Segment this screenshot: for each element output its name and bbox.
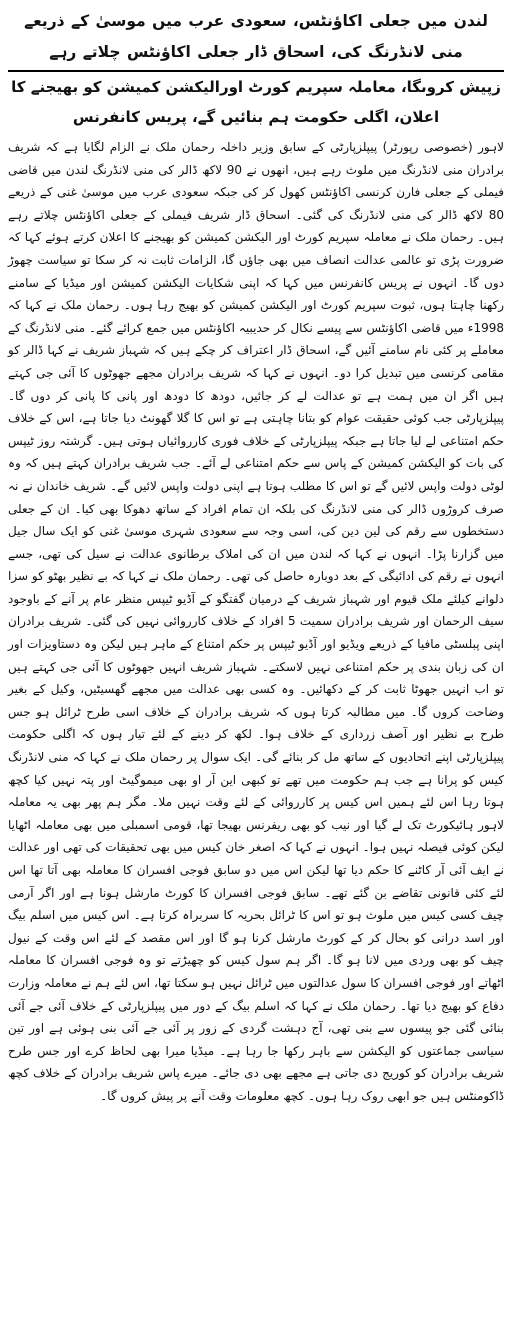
article-body: لاہور (خصوصی رپورٹر) پیپلزپارٹی کے سابق وزیر داخلہ رحمان ملک نے الزام لگایا ہے کہ شریف برادران منی لانڈرنگ میں ملوث رہے ہیں، انھوں نے 90 لاکھ ڈالر کی منی لانڈرنگ لندن میں قاضی فیملی کے جعلی فارن کرنسی اکاؤنٹس کھول کر کی جبکہ سعودی عرب میں موسیٰ غنی کے ذریعے 80 لاکھ ڈالر کی منی لانڈرنگ کی گئی۔ اسحاق ڈار شریف فیملی کے جعلی اکاؤنٹس چلاتے رہے ہیں۔ رحمان ملک نے معاملہ سپریم کورٹ اور الیکشن کمیشن کو بھیجنے کا اعلان کرتے ہوئے کہا کہ ضرورت پڑی تو عالمی عدالت انصاف میں بھی جاؤں گا، الزامات ثابت نہ کر سکا تو سیاست چھوڑ دوں گا۔ انہوں نے پریس کانفرنس میں کہا کہ اپنی شکایات الیکشن کمیشن اور میڈیا کے سامنے رکھنا چاہتا ہوں، ثبوت سپریم کورٹ اور الیکشن کمیشن کو بھیج رہا ہوں۔ رحمان ملک نے کہا کہ 1998ء میں قاضی اکاؤنٹس سے پیسے نکال کر حدیبیہ اکاؤنٹس میں جمع کرائے گئے۔ منی لانڈرنگ کے معاملے پر کئی نام سامنے آئیں گے، اسحاق ڈار اعتراف کر چکے ہیں کہ شہباز شریف نے کہا ڈالر کو مقامی کرنسی میں تبدیل کرا دو۔ انہوں نے کہا کہ شریف برادران مجھے جھوٹوں کا آئی جی کہتے ہیں اگر ان میں ہمت ہے تو عدالت لے کر جائیں، دودھ کا دودھ اور پانی کا پانی کر دوں گا۔ پیپلزپارٹی جب کوئی حقیقت عوام کو بتانا چاہتی ہے تو اس کا گلا گھونٹ دیا جاتا ہے، اس کے خلاف حکم امتناعی لے لیا جاتا ہے جبکہ پیپلزپارٹی کے خلاف فوری کارروائیاں ہوتی ہیں۔ گرشتہ روز ٹیپس کی بات کو الیکشن کمیشن کے پاس سے حکم امتناعی لے آئے۔ جب شریف برادران کہتے ہیں کہ وہ لوٹی دولت واپس لائیں گے تو اس کا مطلب ہوتا ہے اپنی دولت واپس لائیں گے۔ شریف خاندان نے نہ صرف کروڑوں ڈالر کی منی لانڈرنگ کی بلکہ ان تمام افراد کے ساتھ دھوکا بھی کیا۔ ان کے جعلی دستخطوں سے رقم کی لین دین کی، اسی وجہ سے سعودی شہری موسیٰ غنی کو ایک سال جیل میں گزارنا پڑا۔ انہوں نے کہا کہ لندن میں ان کی املاک برطانوی عدالت نے سیل کی تھی، جسے انہوں نے رقم کی ادائیگی کے بعد دوبارہ حاصل کی تھی۔ رحمان ملک نے کہا کہ بے نظیر بھٹو کو سزا دلوانے کیلئے ملک قیوم اور شہباز شریف کے درمیان گفتگو کے آڈیو ٹیپس منظر عام پر آنے کے باوجود سیف الرحمان اور شریف برادران سمیت 5 افراد کے خلاف کارروائی نہیں کی گئی۔ شریف برادران اپنی پبلسٹی مافیا کے ذریعے ویڈیو اور آڈیو ٹیپس پر حکم امتناع کے ماہر ہیں لیکن وہ دستاویزات اور ان کی زبان بندی پر حکم امتناعی نہیں لاسکتے۔ شہباز شریف انہیں جھوٹوں کا آئی جی کہتے ہیں تو اب انہیں جھوٹا ثابت کر کے دکھائیں۔ وہ کسی بھی عدالت میں مجھے گھسیٹیں، وکیل کے بغیر وضاحت کروں گا۔ میں مطالبہ کرتا ہوں کہ شریف برادران کے خلاف اسی طرح ٹرائل ہو جس طرح بے نظیر اور آصف زرداری کے خلاف ہوا۔ لکھ کر دینے کے لئے تیار ہوں کہ اگلی حکومت پیپلزپارٹی اپنے اتحادیوں کے ساتھ مل کر بنائے گی۔ ایک سوال پر رحمان ملک نے کہا کہ منی لانڈرنگ کیس کو پرانا ہے جب ہم حکومت میں تھے تو کبھی این آر او بھی میموگیٹ اور پتہ نہیں کیا کچھ ہوتا رہا اس لئے ہمیں اس کیس پر کارروائی کے لئے وقت نہیں ملا۔ مگر ہم پھر بھی یہ معاملہ لاہور ہائیکورٹ تک لے گیا اور نیب کو بھی ریفرنس بھیجا تھا، قومی اسمبلی میں بھی معاملہ اٹھایا لیکن کوئی فیصلہ نہیں ہوا۔ انہوں نے کہا کہ اصغر خان کیس میں بھی تحقیقات کی تھی اور عدالت نے ایف آئی آر کاٹنے کا حکم دیا تھا لیکن اس میں دو سابق فوجی افسران کا معاملہ بھی آتا تھا اس لئے کئی قانونی تقاضے بن گئے تھے۔ سابق فوجی افسران کا کورٹ مارشل ہونا ہے اور اگر آرمی چیف کسی کیس میں ملوث ہو تو اس کا ٹرائل بحریہ کا سربراہ کرتا ہے۔ اس کیس میں اسلم بیگ اور اسد درانی کو بحال کر کے کورٹ مارشل کرنا ہو گا اور اس مقصد کے لئے اس وقت کے نیول چیف کو بھی وردی میں لانا ہو گا۔ اگر ہم سول کیس کو چھیڑتے تو وہ فوجی افسران کا معاملہ اٹھاتے اور فوجی افسران کا سول عدالتوں میں ٹرائل نہیں ہو سکتا تھا، اس لئے ہم نے معاملہ وزارت دفاع کو بھیج دیا تھا۔ رحمان ملک نے کہا کہ اسلم بیگ کے دور میں پیپلزپارٹی کے خلاف آئی جے آئی بنائی گئی جو پیسوں سے بنی تھی، آج دہشت گردی کے زور پر آئی جے آئی بنی ہوئی ہے اور تین سیاسی جماعتوں کو الیکشن سے باہر رکھا جا رہا ہے۔ میڈیا میرا بھی لحاظ کرے اور جس طرح شریف برادران کو کوریج دی جاتی ہے مجھے بھی دی جائے۔ میرے پاس شریف برادران کے خلاف کچھ ڈاکومنٹس ہیں جو ابھی روک رہا ہوں۔ کچھ معلومات وقت آنے پر پیش کروں گا۔	[8, 140, 504, 1103]
article-headline: لندن میں جعلی اکاؤنٹس، سعودی عرب میں موسیٰ کے ذریعے منی لانڈرنگ کی، اسحاق ڈار جعلی اکاؤنٹس چلاتے رہے	[24, 12, 488, 61]
article-subheadline: زپیش کروںگا، معاملہ سپریم کورٹ اورالیکشن کمیشن کو بھیجنے کا اعلان، اگلی حکومت ہم بنائیں گے، پریس کانفرنس	[11, 78, 501, 126]
